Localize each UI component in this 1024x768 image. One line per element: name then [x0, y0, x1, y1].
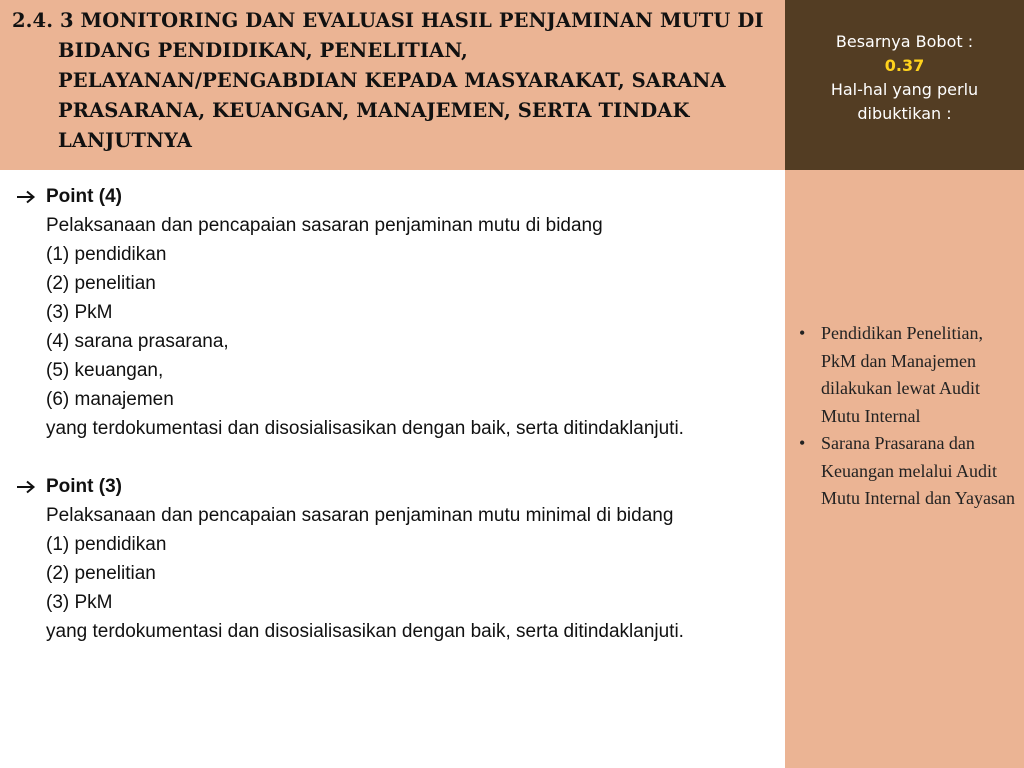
point-3-heading: Point (3) — [46, 476, 122, 497]
point-3-line: (2) penelitian — [46, 563, 156, 584]
point-4-heading: Point (4) — [46, 186, 122, 207]
point-3-line: (1) pendidikan — [46, 534, 167, 555]
point-4-line: Pelaksanaan dan pencapaian sasaran penjaminan mutu di bidang — [46, 215, 603, 236]
bobot-note-line-2: dibuktikan : — [857, 104, 952, 123]
point-3-block — [16, 472, 775, 646]
point-4-line: (5) keuangan, — [46, 360, 164, 381]
side-notes — [785, 170, 1024, 768]
point-3-line: Pelaksanaan dan pencapaian sasaran penjaminan mutu minimal di bidang — [46, 505, 674, 526]
side-bullet-item — [795, 430, 1016, 513]
point-4-block — [16, 182, 775, 443]
bullet-dot-icon: • — [799, 433, 806, 453]
side-bullet-list — [795, 320, 1016, 513]
slide-title: 2.4. 3 MONITORING DAN EVALUASI HASIL PENJAMINAN MUTU DI BIDANG PENDIDIKAN, PENELITIAN, PELAYANAN/PENGABDIAN KEPADA MASYARAKAT, SARANA PRASARANA, KEUANGAN, MANAJEMEN, SERTA TINDAK LANJUTNYA — [12, 9, 764, 152]
point-3-line: yang terdokumentasi dan disosialisasikan dengan baik, serta ditindaklanjuti. — [46, 621, 684, 642]
point-3-line: (3) PkM — [46, 592, 113, 613]
bullet-dot-icon: • — [799, 323, 806, 343]
point-4-line: (3) PkM — [46, 302, 113, 323]
point-4-line: (6) manajemen — [46, 389, 174, 410]
title-box — [0, 0, 785, 170]
side-bullet-text: Sarana Prasarana dan Keuangan melalui Audit Mutu Internal dan Yayasan — [821, 433, 1015, 508]
point-4-line: (2) penelitian — [46, 273, 156, 294]
side-bullet-text: Pendidikan Penelitian, PkM dan Manajemen dilakukan lewat Audit Mutu Internal — [821, 323, 983, 426]
right-arrow-icon — [16, 472, 40, 501]
bobot-box — [785, 0, 1024, 170]
bobot-value: 0.37 — [884, 56, 925, 75]
main-content — [0, 170, 785, 768]
side-bullet-item — [795, 320, 1016, 430]
bobot-label: Besarnya Bobot : — [835, 32, 974, 51]
point-4-line: yang terdokumentasi dan disosialisasikan dengan baik, serta ditindaklanjuti. — [46, 418, 684, 439]
bobot-note-line-1: Hal-hal yang perlu — [830, 80, 979, 99]
right-arrow-icon — [16, 182, 40, 211]
point-4-line: (4) sarana prasarana, — [46, 331, 229, 352]
point-4-line: (1) pendidikan — [46, 244, 167, 265]
